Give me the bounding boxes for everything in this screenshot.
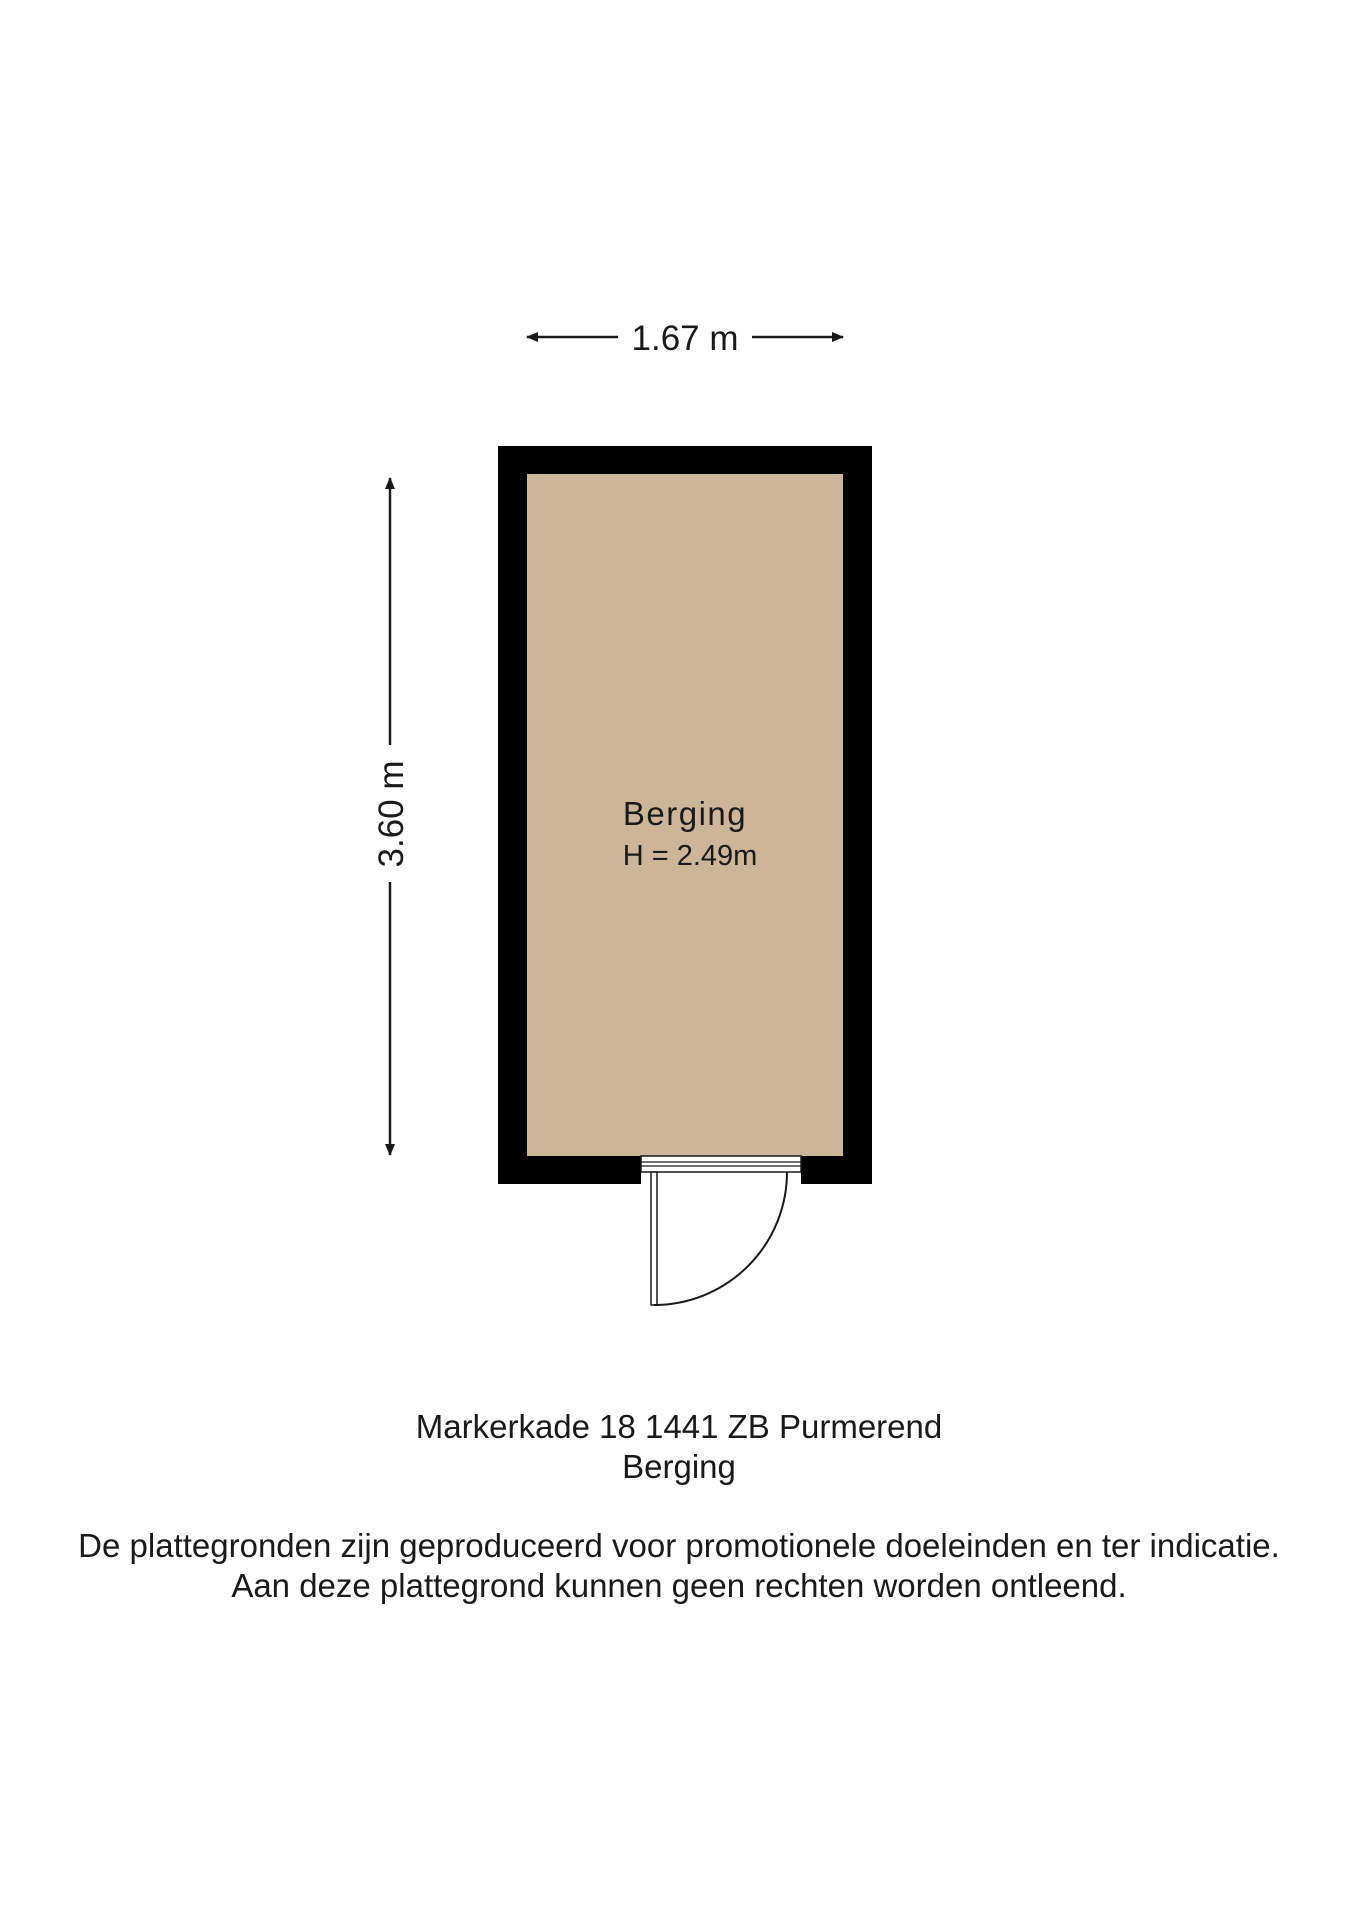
room-caption: Berging bbox=[622, 1448, 736, 1485]
address-caption: Markerkade 18 1441 ZB Purmerend bbox=[415, 1408, 943, 1445]
width-label: 1.67 m bbox=[631, 319, 739, 358]
door-swing-arc bbox=[654, 1172, 787, 1305]
width-dimension bbox=[527, 319, 843, 358]
disclaimer-line-2: Aan deze plattegrond kunnen geen rechten worden ontleend. bbox=[231, 1567, 1127, 1604]
room-name-label: Berging bbox=[622, 795, 748, 832]
length-dimension bbox=[372, 478, 411, 1155]
disclaimer-line-1: De plattegronden zijn geproduceerd voor promotionele doeleinden en ter indicatie. bbox=[78, 1527, 1280, 1564]
door-threshold bbox=[641, 1156, 801, 1172]
room-height-label: H = 2.49m bbox=[622, 840, 758, 872]
room-berging bbox=[498, 446, 872, 1305]
length-label: 3.60 m bbox=[372, 760, 411, 868]
door-leaf-panel bbox=[651, 1172, 657, 1305]
